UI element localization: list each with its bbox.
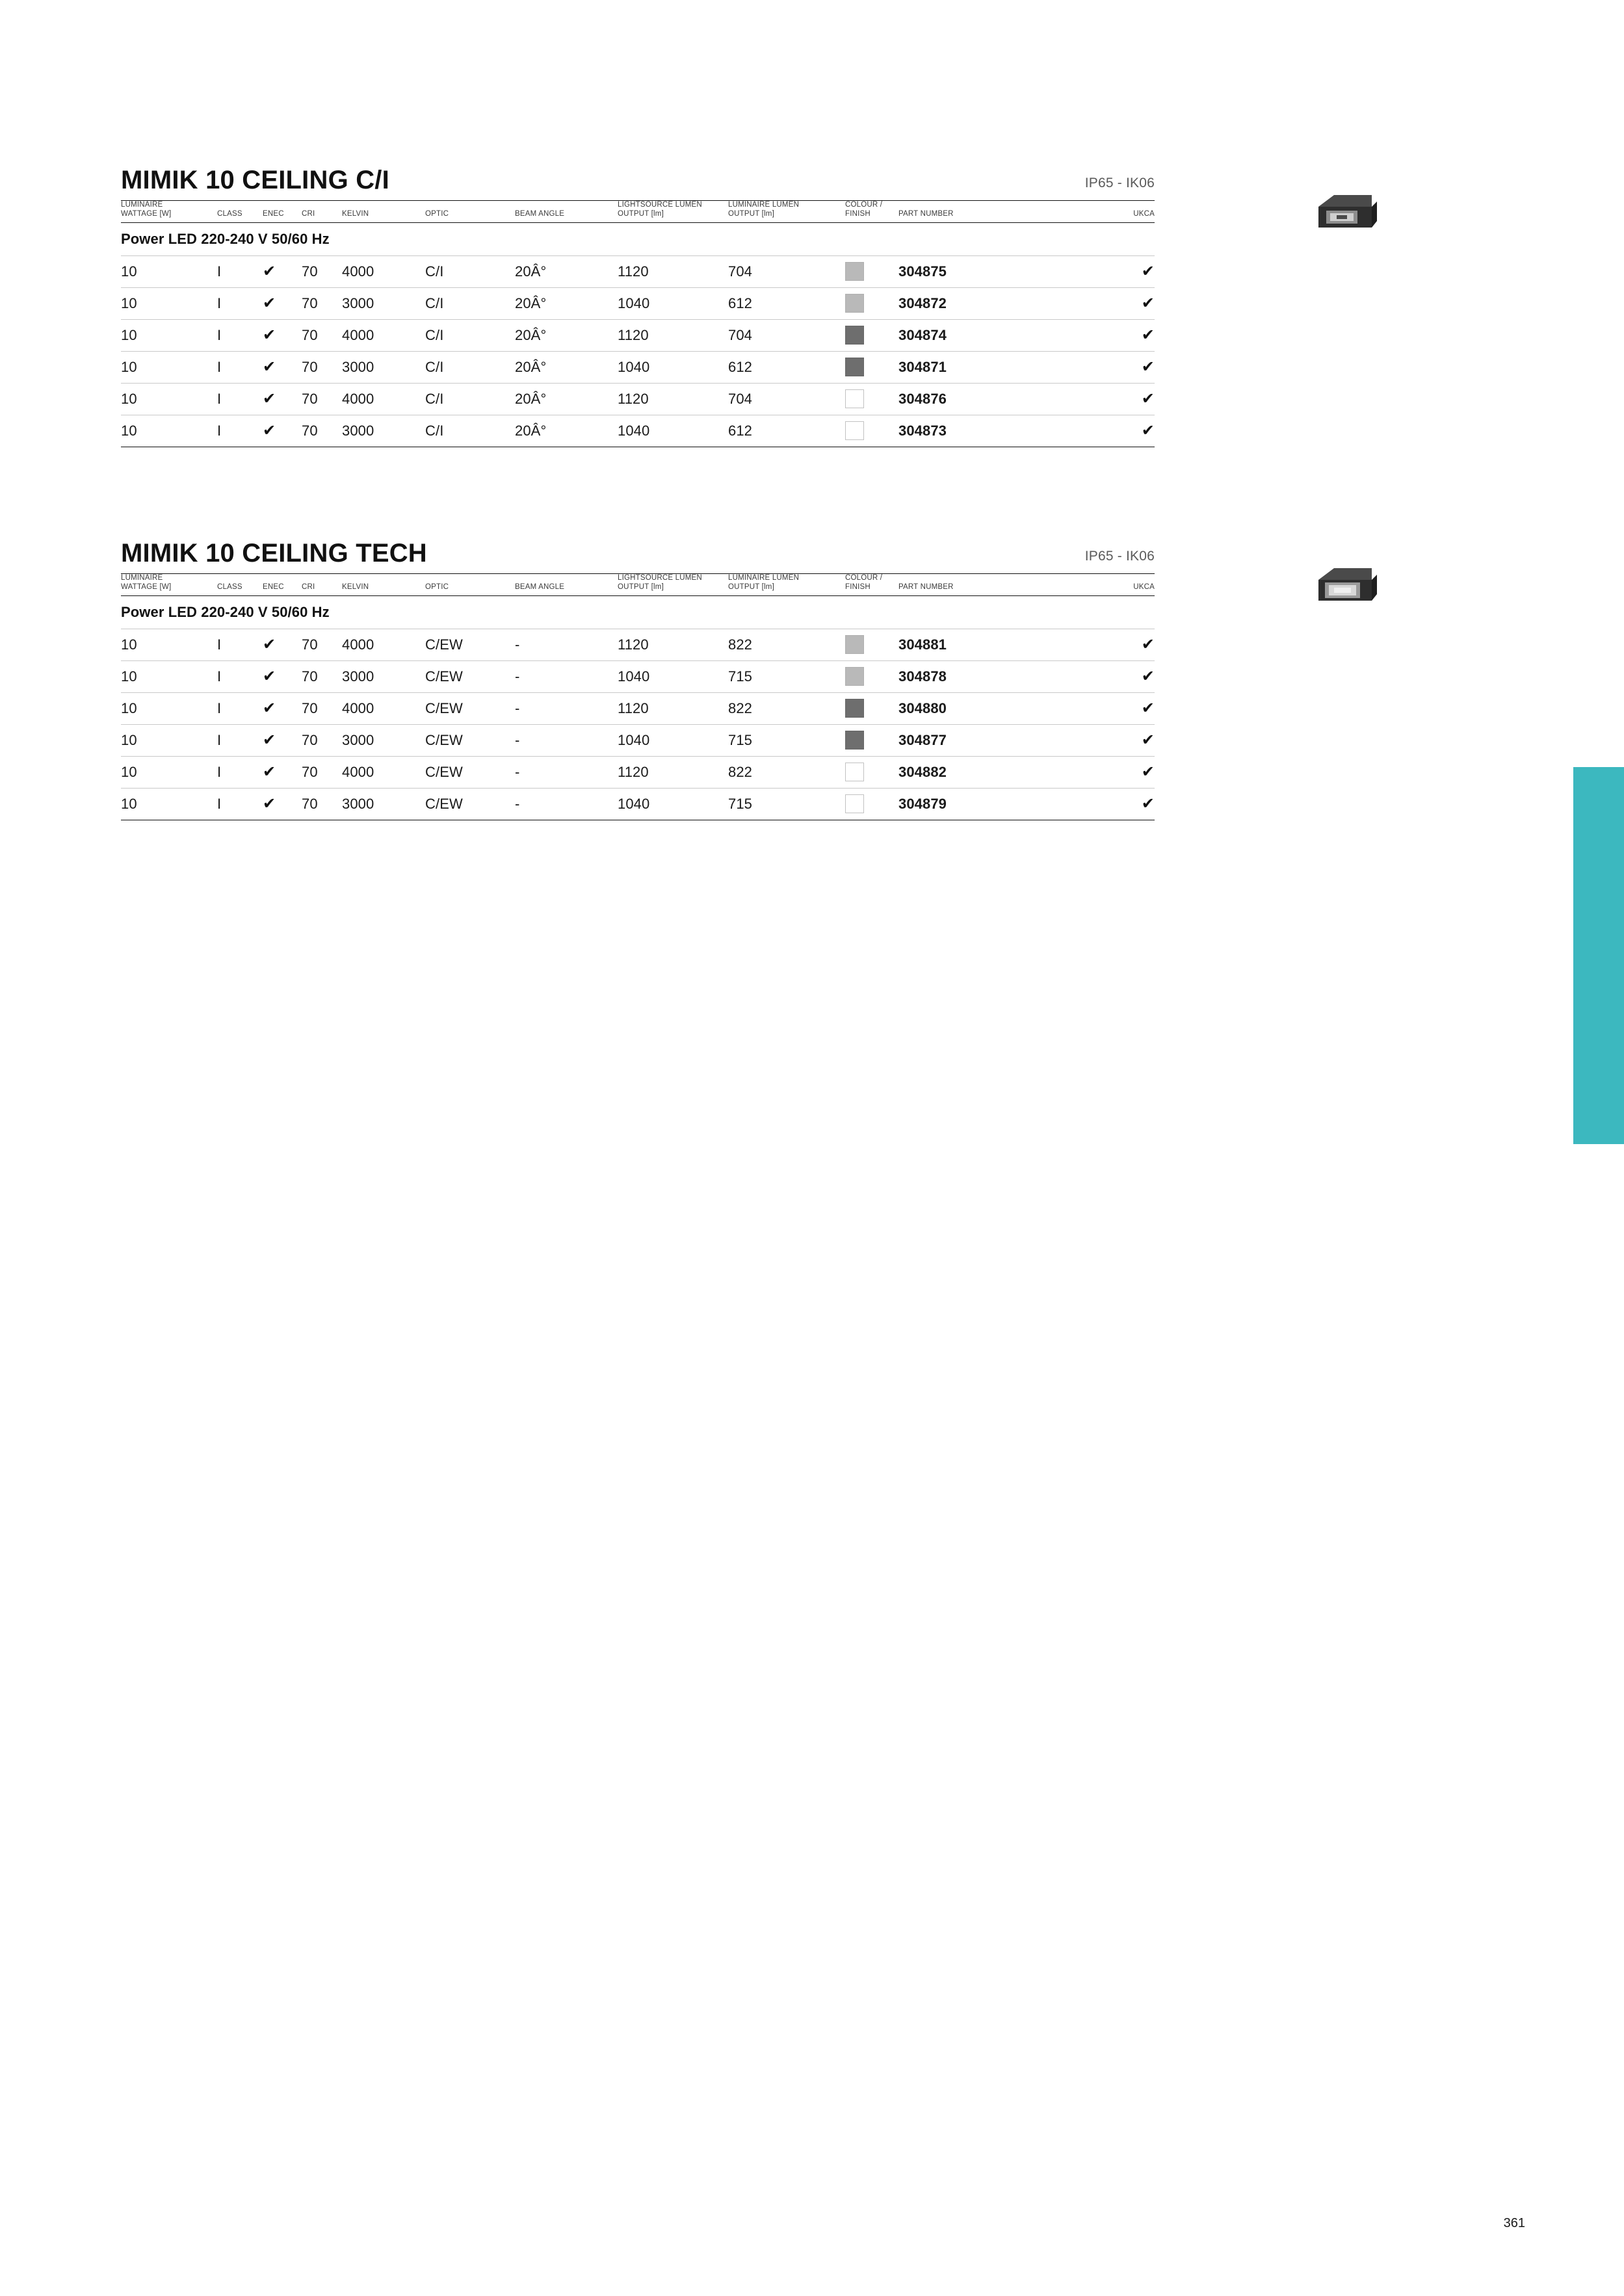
table-row [121, 415, 1155, 447]
cell-luminaire-lumen: 822 [728, 629, 845, 661]
cell-luminaire-lumen: 704 [728, 384, 845, 415]
cell-beam-angle: 20Â° [515, 320, 618, 352]
cell-luminaire-lumen: 704 [728, 320, 845, 352]
ukca-check-icon: ✔ [1141, 636, 1155, 654]
cell-lightsource-lumen: 1120 [618, 693, 728, 725]
page-number: 361 [1503, 2216, 1525, 2230]
chapter-edge-tab [1573, 767, 1624, 1144]
mimik-10-ceiling-tech-product-image [1307, 560, 1378, 616]
cell-optic: C/EW [425, 661, 515, 693]
col-part-number: PART NUMBER [898, 209, 954, 218]
cell-part-number[interactable]: 304874 [898, 320, 1100, 352]
cell-optic: C/I [425, 320, 515, 352]
cell-kelvin: 3000 [342, 725, 425, 757]
ukca-check-icon: ✔ [1141, 795, 1155, 813]
enec-check-icon: ✔ [263, 358, 276, 376]
cell-optic: C/I [425, 352, 515, 384]
cell-enec-check [263, 661, 302, 693]
cell-colour-finish [845, 757, 898, 789]
cell-luminaire-wattage: 10 [121, 415, 217, 447]
cell-class: I [217, 415, 263, 447]
cell-kelvin: 4000 [342, 693, 425, 725]
cell-colour-finish [845, 352, 898, 384]
ukca-check-icon: ✔ [1141, 668, 1155, 686]
cell-lightsource-lumen: 1040 [618, 415, 728, 447]
cell-enec-check [263, 693, 302, 725]
cell-luminaire-wattage: 10 [121, 352, 217, 384]
spec-table [121, 200, 1155, 447]
cell-beam-angle: - [515, 693, 618, 725]
cell-lightsource-lumen: 1040 [618, 661, 728, 693]
table-row [121, 789, 1155, 820]
enec-check-icon: ✔ [263, 294, 276, 313]
cell-kelvin: 3000 [342, 352, 425, 384]
cell-ukca [1100, 256, 1155, 288]
col-luminaire-lumen: LUMINAIRE LUMEN OUTPUT [lm] [728, 201, 800, 218]
cell-enec-check [263, 789, 302, 820]
cell-luminaire-lumen: 612 [728, 352, 845, 384]
colour-swatch-dark [845, 326, 864, 345]
table-row [121, 725, 1155, 757]
cell-beam-angle: 20Â° [515, 384, 618, 415]
cell-part-number[interactable]: 304873 [898, 415, 1100, 447]
col-colour-finish: COLOUR / FINISH [845, 574, 883, 591]
cell-cri: 70 [302, 288, 342, 320]
cell-colour-finish [845, 725, 898, 757]
table-row [121, 288, 1155, 320]
enec-check-icon: ✔ [263, 263, 276, 281]
cell-luminaire-lumen: 612 [728, 415, 845, 447]
ukca-check-icon: ✔ [1141, 326, 1155, 345]
cell-lightsource-lumen: 1040 [618, 725, 728, 757]
cell-cri: 70 [302, 661, 342, 693]
table-row [121, 320, 1155, 352]
ukca-check-icon: ✔ [1141, 358, 1155, 376]
table-row [121, 256, 1155, 288]
col-ukca: UKCA [1133, 582, 1155, 591]
col-luminaire-lumen: LUMINAIRE LUMEN OUTPUT [lm] [728, 574, 800, 591]
col-luminaire-wattage: LUMINAIRE WATTAGE [W] [121, 574, 172, 591]
cell-kelvin: 3000 [342, 789, 425, 820]
colour-swatch-white [845, 794, 864, 813]
ip-rating-label: IP65 - IK06 [1084, 549, 1155, 564]
col-lightsource-lumen: LIGHTSOURCE LUMEN OUTPUT [lm] [618, 201, 702, 218]
cell-beam-angle: - [515, 629, 618, 661]
col-cri: CRI [302, 209, 315, 218]
colour-swatch-dark [845, 358, 864, 376]
cell-optic: C/EW [425, 693, 515, 725]
cell-enec-check [263, 757, 302, 789]
cell-kelvin: 3000 [342, 661, 425, 693]
cell-cri: 70 [302, 725, 342, 757]
table-row [121, 693, 1155, 725]
cell-optic: C/I [425, 384, 515, 415]
cell-luminaire-wattage: 10 [121, 288, 217, 320]
cell-cri: 70 [302, 320, 342, 352]
cell-class: I [217, 320, 263, 352]
enec-check-icon: ✔ [263, 731, 276, 750]
cell-kelvin: 3000 [342, 288, 425, 320]
cell-part-number[interactable]: 304871 [898, 352, 1100, 384]
colour-swatch-dark [845, 699, 864, 718]
cell-class: I [217, 629, 263, 661]
cell-lightsource-lumen: 1120 [618, 256, 728, 288]
cell-colour-finish [845, 256, 898, 288]
cell-luminaire-wattage: 10 [121, 320, 217, 352]
cell-enec-check [263, 415, 302, 447]
cell-luminaire-lumen: 612 [728, 288, 845, 320]
cell-ukca [1100, 415, 1155, 447]
colour-swatch-grey [845, 667, 864, 686]
cell-kelvin: 4000 [342, 757, 425, 789]
col-cri: CRI [302, 582, 315, 591]
cell-ukca [1100, 661, 1155, 693]
cell-colour-finish [845, 384, 898, 415]
enec-check-icon: ✔ [263, 699, 276, 718]
ukca-check-icon: ✔ [1141, 699, 1155, 718]
cell-enec-check [263, 352, 302, 384]
cell-kelvin: 3000 [342, 415, 425, 447]
ukca-check-icon: ✔ [1141, 390, 1155, 408]
enec-check-icon: ✔ [263, 795, 276, 813]
table-header [121, 201, 1155, 223]
table-header [121, 574, 1155, 596]
table-row [121, 629, 1155, 661]
cell-ukca [1100, 693, 1155, 725]
enec-check-icon: ✔ [263, 390, 276, 408]
cell-luminaire-lumen: 715 [728, 725, 845, 757]
spec-table [121, 573, 1155, 820]
table-row [121, 661, 1155, 693]
col-kelvin: KELVIN [342, 582, 369, 591]
cell-class: I [217, 288, 263, 320]
cell-beam-angle: 20Â° [515, 288, 618, 320]
colour-swatch-white [845, 763, 864, 781]
section-header [121, 533, 1155, 573]
cell-part-number[interactable]: 304872 [898, 288, 1100, 320]
cell-luminaire-wattage: 10 [121, 693, 217, 725]
mimik-10-ceiling-ci-product-image [1307, 187, 1378, 243]
cell-beam-angle: 20Â° [515, 256, 618, 288]
ukca-check-icon: ✔ [1141, 422, 1155, 440]
group-label: Power LED 220-240 V 50/60 Hz [121, 223, 1155, 256]
col-luminaire-wattage: LUMINAIRE WATTAGE [W] [121, 201, 172, 218]
cell-ukca [1100, 288, 1155, 320]
col-beam-angle: BEAM ANGLE [515, 209, 565, 218]
table-row [121, 384, 1155, 415]
cell-lightsource-lumen: 1120 [618, 320, 728, 352]
cell-luminaire-wattage: 10 [121, 661, 217, 693]
cell-cri: 70 [302, 757, 342, 789]
cell-luminaire-lumen: 704 [728, 256, 845, 288]
cell-cri: 70 [302, 256, 342, 288]
cell-ukca [1100, 725, 1155, 757]
ip-rating-label: IP65 - IK06 [1084, 176, 1155, 190]
colour-swatch-white [845, 389, 864, 408]
col-lightsource-lumen: LIGHTSOURCE LUMEN OUTPUT [lm] [618, 574, 702, 591]
cell-enec-check [263, 320, 302, 352]
colour-swatch-grey [845, 294, 864, 313]
cell-optic: C/I [425, 288, 515, 320]
cell-kelvin: 4000 [342, 629, 425, 661]
table-group-row [121, 223, 1155, 256]
col-part-number: PART NUMBER [898, 582, 954, 591]
page-title: MIMIK 10 CEILING C/I [121, 166, 389, 194]
cell-class: I [217, 693, 263, 725]
cell-kelvin: 4000 [342, 384, 425, 415]
product-section-mimik-10-ceiling-ci [121, 160, 1155, 447]
col-enec: ENEC [263, 582, 284, 591]
enec-check-icon: ✔ [263, 763, 276, 781]
cell-ukca [1100, 352, 1155, 384]
cell-luminaire-lumen: 715 [728, 661, 845, 693]
cell-class: I [217, 661, 263, 693]
enec-check-icon: ✔ [263, 636, 276, 654]
cell-luminaire-wattage: 10 [121, 757, 217, 789]
cell-class: I [217, 789, 263, 820]
cell-colour-finish [845, 693, 898, 725]
cell-enec-check [263, 725, 302, 757]
cell-optic: C/EW [425, 725, 515, 757]
table-group-row [121, 596, 1155, 629]
cell-luminaire-wattage: 10 [121, 384, 217, 415]
cell-cri: 70 [302, 384, 342, 415]
cell-part-number[interactable]: 304875 [898, 256, 1100, 288]
cell-beam-angle: 20Â° [515, 415, 618, 447]
cell-enec-check [263, 288, 302, 320]
enec-check-icon: ✔ [263, 422, 276, 440]
colour-swatch-dark [845, 731, 864, 750]
cell-class: I [217, 757, 263, 789]
cell-luminaire-wattage: 10 [121, 629, 217, 661]
cell-colour-finish [845, 629, 898, 661]
col-ukca: UKCA [1133, 209, 1155, 218]
page-title: MIMIK 10 CEILING TECH [121, 539, 427, 567]
enec-check-icon: ✔ [263, 668, 276, 686]
colour-swatch-grey [845, 635, 864, 654]
table-row [121, 352, 1155, 384]
cell-lightsource-lumen: 1120 [618, 757, 728, 789]
cell-kelvin: 4000 [342, 256, 425, 288]
cell-class: I [217, 256, 263, 288]
cell-lightsource-lumen: 1040 [618, 288, 728, 320]
cell-optic: C/EW [425, 629, 515, 661]
cell-lightsource-lumen: 1120 [618, 629, 728, 661]
cell-optic: C/EW [425, 789, 515, 820]
cell-part-number[interactable]: 304881 [898, 629, 1100, 661]
cell-ukca [1100, 629, 1155, 661]
cell-luminaire-wattage: 10 [121, 725, 217, 757]
ukca-check-icon: ✔ [1141, 731, 1155, 750]
product-section-mimik-10-ceiling-tech [121, 533, 1155, 820]
col-enec: ENEC [263, 209, 284, 218]
cell-cri: 70 [302, 352, 342, 384]
cell-class: I [217, 352, 263, 384]
cell-part-number[interactable]: 304877 [898, 725, 1100, 757]
cell-enec-check [263, 384, 302, 415]
cell-cri: 70 [302, 789, 342, 820]
cell-cri: 70 [302, 415, 342, 447]
cell-lightsource-lumen: 1040 [618, 352, 728, 384]
cell-lightsource-lumen: 1120 [618, 384, 728, 415]
cell-part-number[interactable]: 304882 [898, 757, 1100, 789]
cell-colour-finish [845, 415, 898, 447]
cell-class: I [217, 384, 263, 415]
cell-luminaire-wattage: 10 [121, 256, 217, 288]
cell-beam-angle: 20Â° [515, 352, 618, 384]
cell-enec-check [263, 256, 302, 288]
cell-colour-finish [845, 320, 898, 352]
cell-luminaire-lumen: 715 [728, 789, 845, 820]
cell-lightsource-lumen: 1040 [618, 789, 728, 820]
cell-class: I [217, 725, 263, 757]
cell-colour-finish [845, 789, 898, 820]
ukca-check-icon: ✔ [1141, 294, 1155, 313]
cell-optic: C/EW [425, 757, 515, 789]
section-header [121, 160, 1155, 200]
cell-cri: 70 [302, 693, 342, 725]
colour-swatch-white [845, 421, 864, 440]
ukca-check-icon: ✔ [1141, 263, 1155, 281]
cell-cri: 70 [302, 629, 342, 661]
table-row [121, 757, 1155, 789]
cell-part-number[interactable]: 304876 [898, 384, 1100, 415]
cell-ukca [1100, 384, 1155, 415]
cell-ukca [1100, 757, 1155, 789]
cell-colour-finish [845, 288, 898, 320]
cell-beam-angle: - [515, 661, 618, 693]
cell-enec-check [263, 629, 302, 661]
col-optic: OPTIC [425, 582, 449, 591]
group-label: Power LED 220-240 V 50/60 Hz [121, 596, 1155, 629]
cell-beam-angle: - [515, 757, 618, 789]
col-optic: OPTIC [425, 209, 449, 218]
cell-part-number[interactable]: 304879 [898, 789, 1100, 820]
cell-optic: C/I [425, 256, 515, 288]
cell-luminaire-wattage: 10 [121, 789, 217, 820]
col-class: CLASS [217, 582, 242, 591]
cell-colour-finish [845, 661, 898, 693]
col-class: CLASS [217, 209, 242, 218]
cell-luminaire-lumen: 822 [728, 693, 845, 725]
cell-luminaire-lumen: 822 [728, 757, 845, 789]
cell-part-number[interactable]: 304880 [898, 693, 1100, 725]
table-body [121, 223, 1155, 447]
col-kelvin: KELVIN [342, 209, 369, 218]
enec-check-icon: ✔ [263, 326, 276, 345]
colour-swatch-grey [845, 262, 864, 281]
col-colour-finish: COLOUR / FINISH [845, 201, 883, 218]
cell-beam-angle: - [515, 789, 618, 820]
ukca-check-icon: ✔ [1141, 763, 1155, 781]
col-beam-angle: BEAM ANGLE [515, 582, 565, 591]
cell-part-number[interactable]: 304878 [898, 661, 1100, 693]
cell-ukca [1100, 320, 1155, 352]
cell-optic: C/I [425, 415, 515, 447]
table-body [121, 596, 1155, 820]
cell-beam-angle: - [515, 725, 618, 757]
cell-kelvin: 4000 [342, 320, 425, 352]
cell-ukca [1100, 789, 1155, 820]
